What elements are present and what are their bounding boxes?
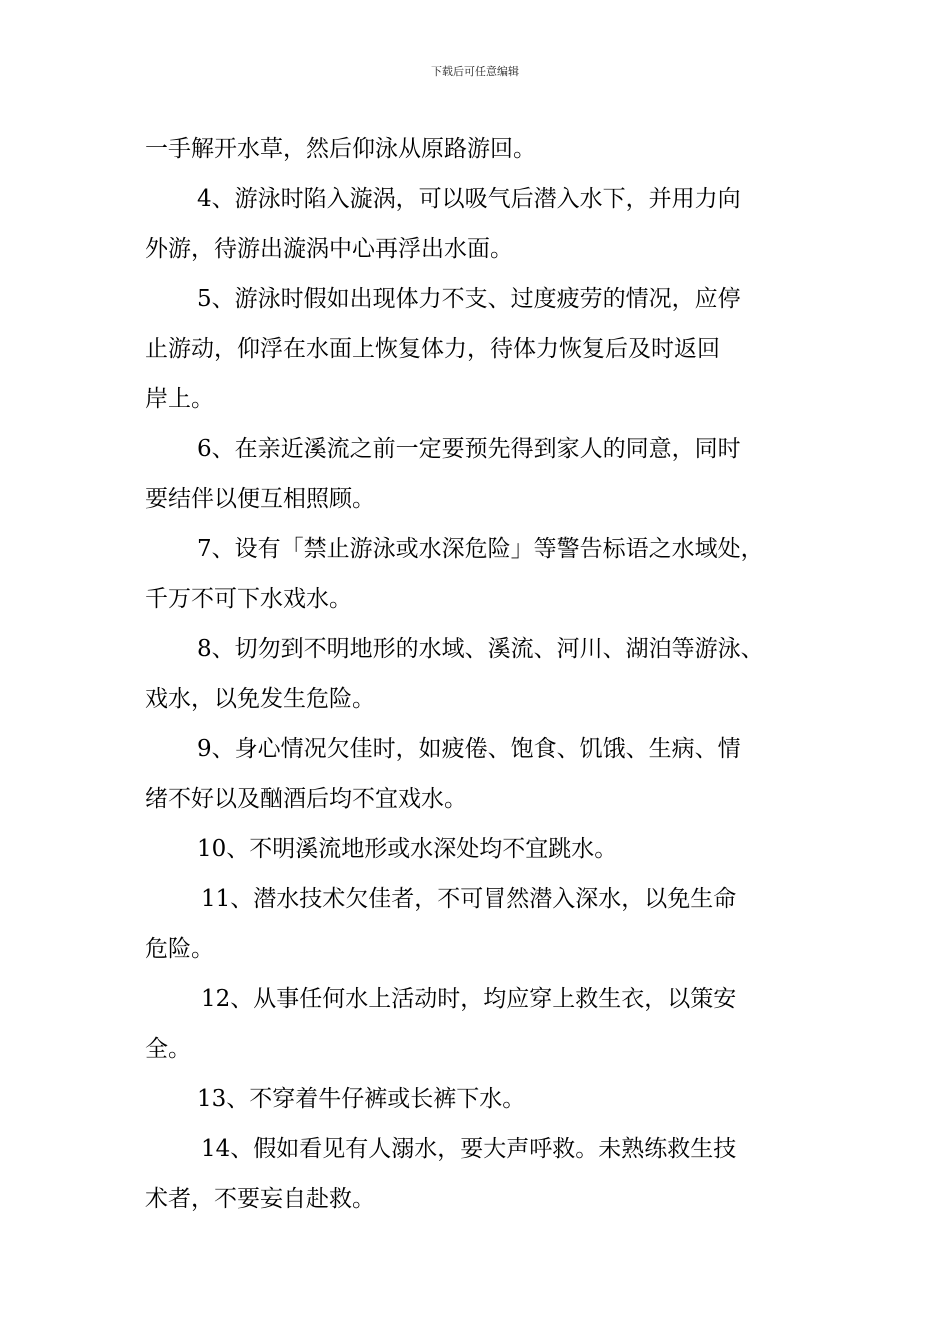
item-9-line-2: 绪不好以及酗酒后均不宜戏水。 [145,786,467,812]
item-4-line-1: 4、游泳时陷入漩涡，可以吸气后潜入水下，并用力向 [197,186,741,212]
item-10-line-1: 10、不明溪流地形或水深处均不宜跳水。 [197,836,618,862]
document-body [145,124,830,1224]
item-8-line-1: 8、切勿到不明地形的水域、溪流、河川、湖泊等游泳、 [197,636,764,662]
item-4-line-2: 外游，待游出漩涡中心再浮出水面。 [145,236,513,262]
item-7-line-2: 千万不可下水戏水。 [145,586,352,612]
item-12-line-2: 全。 [145,1036,191,1062]
item-5-line-1: 5、游泳时假如出现体力不支、过度疲劳的情况，应停 [197,286,741,312]
text-line: 一手解开水草，然后仰泳从原路游回。 [145,136,536,162]
item-6-line-2: 要结伴以便互相照顾。 [145,486,375,512]
item-5-line-3: 岸上。 [145,386,214,412]
item-7-line-1: 7、设有「禁止游泳或水深危险」等警告标语之水域处， [197,536,764,562]
item-11-line-2: 危险。 [145,936,214,962]
item-14-line-2: 术者，不要妄自赴救。 [145,1186,375,1212]
item-6-line-1: 6、在亲近溪流之前一定要预先得到家人的同意，同时 [197,436,741,462]
item-14-line-1: 14、假如看见有人溺水，要大声呼救。未熟练救生技 [201,1136,737,1162]
item-12-line-1: 12、从事任何水上活动时，均应穿上救生衣，以策安 [201,986,737,1012]
item-5-line-2: 止游动，仰浮在水面上恢复体力，待体力恢复后及时返回 [145,336,720,362]
page-header: 下载后可任意编辑 [431,65,519,78]
item-11-line-1: 11、潜水技术欠佳者，不可冒然潜入深水，以免生命 [201,886,737,912]
item-9-line-1: 9、身心情况欠佳时，如疲倦、饱食、饥饿、生病、情 [197,736,741,762]
item-8-line-2: 戏水，以免发生危险。 [145,686,375,712]
item-13-line-1: 13、不穿着牛仔裤或长裤下水。 [197,1086,526,1112]
